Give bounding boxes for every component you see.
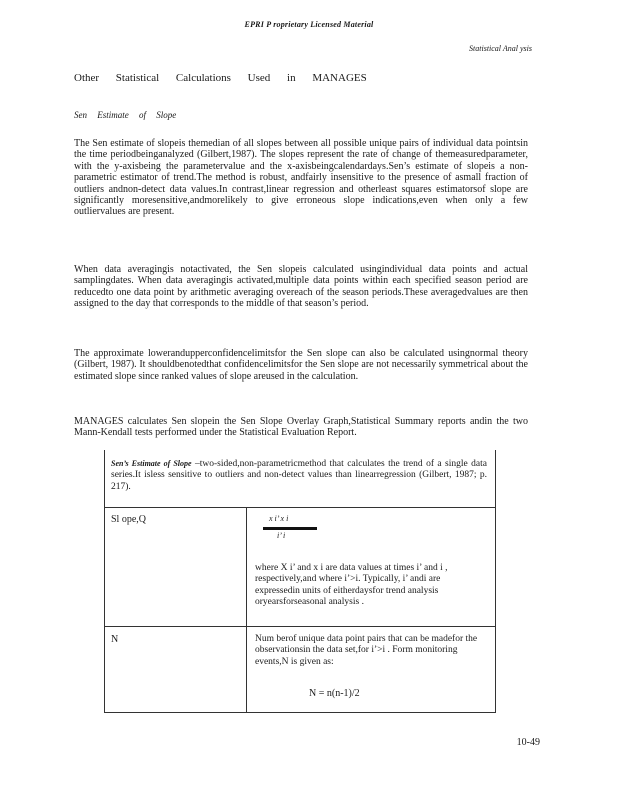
section-heading: Other Statistical Calculations Used in MANAGES <box>74 72 367 84</box>
slope-formula <box>263 514 317 544</box>
table-intro <box>111 458 487 493</box>
n-description: Num berof unique data point pairs that can be madefor the observationsin the data set,for i’>i . Form monitoring events,N is given as: <box>255 634 478 667</box>
table-column-divider <box>246 507 247 713</box>
row-label-slope: Sl ope,Q <box>111 514 146 525</box>
table-divider <box>105 626 495 627</box>
page-number: 10-49 <box>516 737 540 748</box>
formula-numerator: x i’ x i <box>269 514 289 523</box>
paragraph-data-averaging: When data averagingis notactivated, the Sen slopeis calculated usingindividual data points and actual samplingdates. When data averagingis activated,multiple data points within each specified season period are reducedto one data point by arithmetic averaging overeach of the season periods.These averagedvalues are then assigned to the day that corresponds to the middle of that season’s period. <box>74 264 528 310</box>
definition-table <box>104 450 496 713</box>
slope-description: where X i’ and x i are data values at times i’ and i , respectively,and where i’>i. Typically, i’ andi are expressedin units of eitherdaysfor trend analysis oryearsforseasonal analysis . <box>255 563 448 608</box>
running-header: EPRI P roprietary Licensed Material <box>244 20 374 29</box>
formula-denominator: i’ i <box>277 531 286 540</box>
paragraph-confidence-limits: The approximate lowerandupperconfidencelimitsfor the Sen slope can also be calculated usingnormal theory (Gilbert, 1987). It shouldbenotedthat confidencelimitsfor the Sen slope are not necessarily symmetrical about the estimated slope since ranked values of slope areused in the calculation. <box>74 348 528 382</box>
table-divider <box>105 507 495 508</box>
table-intro-text: –two-sided,non-parametricmethod that calculates the trend of a single data series.It isless sensitive to outliers and non-detect values than linearregression (Gilbert, 1987; p. 217). <box>111 459 487 492</box>
row-label-n: N <box>111 634 119 645</box>
fraction-bar <box>263 527 317 530</box>
paragraph-manages-usage: MANAGES calculates Sen slopein the Sen Slope Overlay Graph,Statistical Summary reports andin the two Mann-Kendall tests performed under the Statistical Evaluation Report. <box>74 416 528 439</box>
n-formula: N = n(n-1)/2 <box>309 688 360 699</box>
table-intro-lead: Sen’s Estimate of Slope <box>111 459 192 468</box>
paragraph-sen-definition: The Sen estimate of slopeis themedian of all slopes between all possible unique pairs of individual data pointsin the time periodbeinganalyzed (Gilbert,1987). The slopes represent the rate of change of themeasuredparameter, with the y-axisbeing the parametervalue and the x-axisbeingcalendardays.Sen’s estimate of slopeis a non-parametric estimator of trend.The method is robust, andfairly insensitive to the presence of asmall fraction of outliers andnon-detect data values.In contrast,linear regression and otherleast squares estimatorsof slope are significantly moresensitive,andmorelikely to give erroneous slope indications,even when only a few outliervalues are present. <box>74 138 528 218</box>
subsection-heading: Sen Estimate of Slope <box>74 110 177 120</box>
section-subtitle: Statistical Anal ysis <box>469 44 532 53</box>
